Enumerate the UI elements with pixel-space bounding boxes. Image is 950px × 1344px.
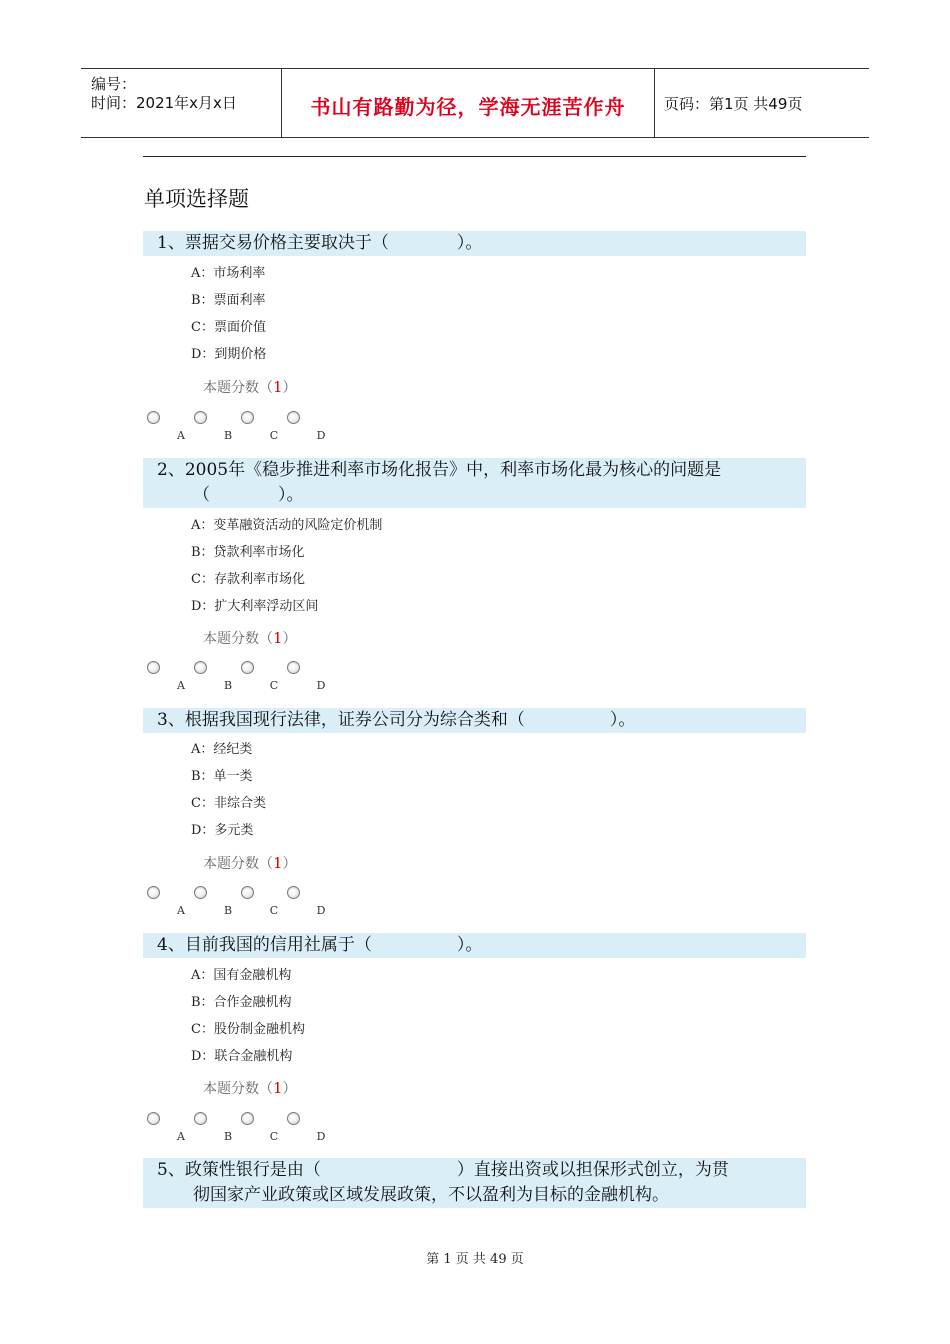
page-footer: 第 1 页 共 49 页	[426, 1252, 524, 1267]
question-5-text-line2: 彻国家产业政策或区域发展政策，不以盈利为目标的金融机构。	[193, 1185, 669, 1205]
radio-label-d: D	[316, 429, 326, 442]
radio-label-c: C	[269, 904, 279, 917]
section-title: 单项选择题	[144, 187, 249, 211]
radio-label-a: A	[177, 1130, 185, 1143]
document-time-label: 时间：2021年x月x日	[91, 94, 237, 112]
score-close: ）	[282, 1081, 297, 1097]
radio-b[interactable]	[194, 411, 207, 424]
radio-label-b: B	[223, 1130, 233, 1143]
question-4-option-d: D：联合金融机构	[191, 1049, 293, 1064]
question-2-text	[143, 458, 806, 508]
page-header	[81, 68, 869, 138]
question-2-text-line2: （ ）。	[193, 485, 304, 505]
question-2-option-b: B：贷款利率市场化	[191, 545, 305, 560]
question-3-option-c: C：非综合类	[191, 796, 266, 811]
radio-c[interactable]	[241, 1112, 254, 1125]
header-motto: 书山有路勤为径，学海无涯苦作舟	[310, 95, 626, 119]
radio-label-d: D	[316, 1130, 326, 1143]
question-5-text	[143, 1158, 806, 1208]
radio-d[interactable]	[287, 661, 300, 674]
question-1-option-a: A：市场利率	[191, 266, 266, 281]
question-3-score	[203, 853, 297, 873]
radio-c[interactable]	[241, 411, 254, 424]
score-label: 本题分数（	[203, 1081, 273, 1097]
header-meta-cell	[81, 69, 281, 137]
radio-label-c: C	[269, 429, 279, 442]
score-value: 1	[273, 378, 283, 396]
question-5	[143, 1158, 806, 1208]
radio-label-a: A	[177, 904, 185, 917]
question-1	[143, 231, 806, 442]
radio-d[interactable]	[287, 886, 300, 899]
score-close: ）	[282, 631, 297, 647]
question-2-option-c: C：存款利率市场化	[191, 572, 305, 587]
header-page-cell	[654, 69, 869, 137]
header-page-info: 页码：第1页 共49页	[664, 95, 803, 113]
question-1-score	[203, 377, 297, 397]
radio-label-b: B	[223, 679, 233, 692]
question-3-option-a: A：经纪类	[191, 742, 253, 757]
question-1-text: 1、票据交易价格主要取决于（ ）。	[143, 231, 806, 256]
radio-label-c: C	[269, 1130, 279, 1143]
question-3-option-d: D：多元类	[191, 823, 254, 838]
score-close: ）	[282, 380, 297, 396]
radio-a[interactable]	[147, 1112, 160, 1125]
radio-a[interactable]	[147, 886, 160, 899]
question-1-answer-radios	[147, 411, 347, 445]
question-2-text-line1: 2、2005年《稳步推进利率市场化报告》中，利率市场化最为核心的问题是	[157, 460, 722, 480]
question-4-option-c: C：股份制金融机构	[191, 1022, 305, 1037]
question-3-option-b: B：单一类	[191, 769, 253, 784]
radio-a[interactable]	[147, 661, 160, 674]
radio-d[interactable]	[287, 411, 300, 424]
question-2-option-d: D：扩大利率浮动区间	[191, 599, 319, 614]
radio-label-c: C	[269, 679, 279, 692]
question-4-text: 4、目前我国的信用社属于（ ）。	[143, 933, 806, 958]
radio-b[interactable]	[194, 886, 207, 899]
radio-b[interactable]	[194, 1112, 207, 1125]
score-value: 1	[273, 854, 283, 872]
question-2-answer-radios	[147, 661, 347, 695]
radio-d[interactable]	[287, 1112, 300, 1125]
question-4-option-b: B：合作金融机构	[191, 995, 292, 1010]
score-value: 1	[273, 1079, 283, 1097]
header-motto-cell	[281, 69, 655, 137]
question-2-score	[203, 628, 297, 648]
question-5-text-line1: 5、政策性银行是由（ ）直接出资或以担保形式创立，为贯	[157, 1160, 729, 1180]
radio-label-a: A	[177, 679, 185, 692]
radio-a[interactable]	[147, 411, 160, 424]
question-1-option-d: D：到期价格	[191, 347, 267, 362]
score-close: ）	[282, 856, 297, 872]
question-1-option-c: C：票面价值	[191, 320, 266, 335]
radio-c[interactable]	[241, 661, 254, 674]
question-4-option-a: A：国有金融机构	[191, 968, 292, 983]
question-3-answer-radios	[147, 886, 347, 920]
question-3-text: 3、根据我国现行法律，证券公司分为综合类和（ ）。	[143, 708, 806, 733]
radio-b[interactable]	[194, 661, 207, 674]
document-number-label: 编号：	[91, 75, 137, 93]
score-value: 1	[273, 629, 283, 647]
header-divider	[143, 156, 806, 157]
question-2-option-a: A：变革融资活动的风险定价机制	[191, 518, 383, 533]
question-1-option-b: B：票面利率	[191, 293, 266, 308]
radio-label-a: A	[177, 429, 185, 442]
score-label: 本题分数（	[203, 380, 273, 396]
score-label: 本题分数（	[203, 856, 273, 872]
question-4	[143, 933, 806, 1143]
radio-c[interactable]	[241, 886, 254, 899]
question-3	[143, 708, 806, 917]
score-label: 本题分数（	[203, 631, 273, 647]
radio-label-b: B	[223, 904, 233, 917]
question-2	[143, 458, 806, 692]
radio-label-d: D	[316, 679, 326, 692]
radio-label-d: D	[316, 904, 326, 917]
question-4-score	[203, 1078, 297, 1098]
radio-label-b: B	[223, 429, 233, 442]
question-4-answer-radios	[147, 1112, 347, 1146]
